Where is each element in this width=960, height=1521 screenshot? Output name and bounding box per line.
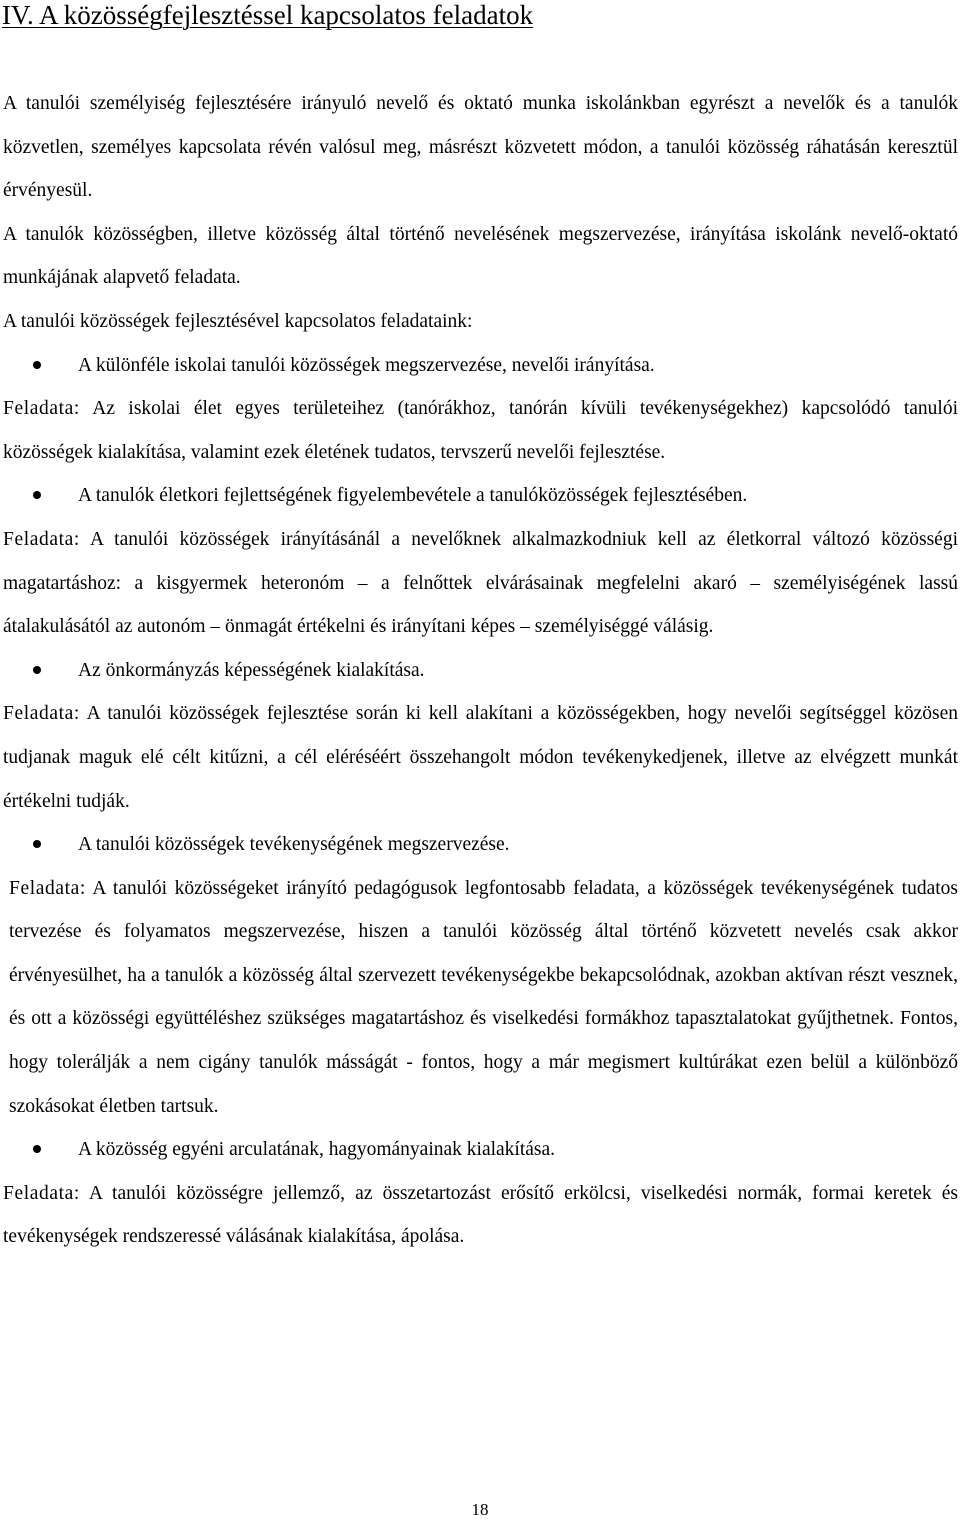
bullet-item bbox=[3, 823, 958, 867]
bullet-text: A tanulók életkori fejlettségének figyelembevétele a tanulóközösségek fejlesztésében. bbox=[78, 485, 748, 507]
task-paragraph bbox=[3, 692, 958, 823]
bullet-text: A különféle iskolai tanulói közösségek megszervezése, nevelői irányítása. bbox=[78, 354, 655, 376]
bullet-text: Az önkormányzás képességének kialakítása. bbox=[78, 659, 425, 681]
task-text: A tanulói közösségek irányításánál a nevelőknek alkalmazkodniuk kell az életkorral változó közösségi magatartáshoz: a kisgyermek heteronóm – a felnőttek elvárásainak megfelelni akaró – személyiségének lassú átalakulásától az autonóm – önmagát értékelni és irányítani képes – személyiséggé válásig. bbox=[3, 528, 958, 638]
intro-paragraph: A tanulók közösségben, illetve közösség által történő nevelésének megszervezése, irányítása iskolánk nevelő-oktató munkájának alapvető feladata. bbox=[3, 223, 958, 289]
intro-paragraph: A tanulói közösségek fejlesztésével kapcsolatos feladataink: bbox=[3, 310, 473, 332]
bullet-item bbox=[3, 1128, 958, 1172]
bullet-icon bbox=[33, 491, 41, 499]
bullet-icon bbox=[33, 361, 41, 369]
bullet-item bbox=[3, 474, 958, 518]
task-paragraph bbox=[3, 1172, 958, 1259]
intro-paragraph: A tanulói személyiség fejlesztésére irányuló nevelő és oktató munka iskolánkban egyrészt a nevelők és a tanulók közvetlen, személyes kapcsolata révén valósul meg, másrészt közvetett módon, a tanulói közösség ráhatásán keresztül érvényesül. bbox=[3, 93, 958, 202]
bullet-text: A tanulói közösségek tevékenységének megszervezése. bbox=[78, 834, 510, 856]
page-number: 18 bbox=[471, 1500, 489, 1519]
task-text: A tanulói közösségre jellemző, az összetartozást erősítő erkölcsi, viselkedési normák, formai keretek és tevékenységek rendszeressé válásának kialakítása, ápolása. bbox=[3, 1182, 958, 1248]
body-text bbox=[3, 82, 958, 1259]
bullet-icon bbox=[33, 666, 41, 674]
task-paragraph bbox=[3, 387, 958, 474]
section-heading: IV. A közösségfejlesztéssel kapcsolatos feladatok bbox=[2, 0, 534, 30]
task-text: A tanulói közösségeket irányító pedagógusok legfontosabb feladata, a közösségek tevékenységének tudatos tervezése és folyamatos megszervezése, hiszen a tanulói közösség által történő közvetett nevelés csak akkor érvényesülhet, ha a tanulók a közösség által szervezett tevékenységekbe bekapcsolódnak, azokban aktívan részt vesznek, és ott a közösségi együttéléshez szükséges magatartáshoz és viselkedési formákhoz tapasztalatokat gyűjthetnek. Fontos, hogy tolerálják a nem cigány tanulók másságát - fontos, hogy a már megismert kultúrákat ezen belül a különböző szokásokat életben tartsuk. bbox=[9, 877, 958, 1117]
bullet-icon bbox=[33, 1145, 41, 1153]
task-text: A tanulói közösségek fejlesztése során ki kell alakítani a közösségekben, hogy nevelői segítséggel közösen tudjanak maguk elé célt kitűzni, a cél eléréséért összehangolt módon tevékenykedjenek, illetve az elvégzett munkát értékelni tudják. bbox=[3, 703, 958, 812]
task-paragraph bbox=[3, 867, 958, 1129]
task-label: Feladata: bbox=[9, 877, 86, 899]
task-paragraph bbox=[3, 518, 958, 649]
task-label: Feladata: bbox=[3, 528, 80, 550]
task-label: Feladata: bbox=[3, 703, 80, 725]
bullet-icon bbox=[33, 840, 41, 848]
task-label: Feladata: bbox=[3, 398, 80, 420]
bullet-item bbox=[3, 344, 958, 388]
bullet-item bbox=[3, 649, 958, 693]
task-label: Feladata: bbox=[3, 1182, 80, 1204]
bullet-text: A közösség egyéni arculatának, hagyományainak kialakítása. bbox=[78, 1139, 556, 1161]
task-text: Az iskolai élet egyes területeihez (tanórákhoz, tanórán kívüli tevékenységekhez) kapcsolódó tanulói közösségek kialakítása, valamint ezek életének tudatos, tervszerű nevelői fejlesztése. bbox=[3, 398, 958, 463]
